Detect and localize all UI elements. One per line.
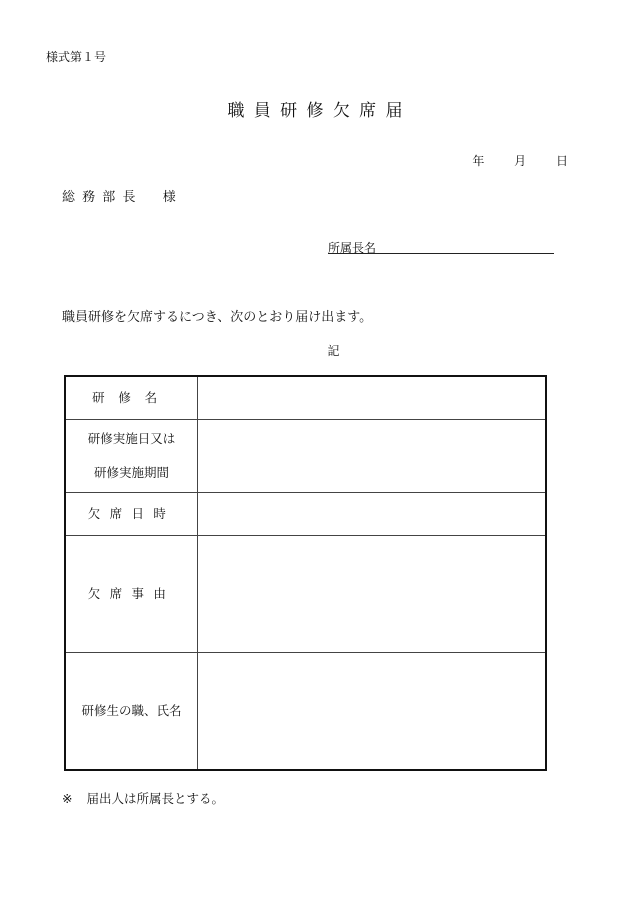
form-number: 様式第１号 bbox=[46, 50, 107, 64]
table-row bbox=[65, 376, 546, 420]
training-name-label: 研修名 bbox=[65, 376, 198, 420]
training-date-field[interactable] bbox=[198, 420, 547, 493]
date-line: 年 月 日 bbox=[472, 154, 568, 168]
trainee-name-label: 研修生の職、氏名 bbox=[65, 653, 198, 771]
absence-reason-label: 欠席事由 bbox=[65, 536, 198, 653]
statement: 職員研修を欠席するにつき、次のとおり届け出ます。 bbox=[62, 310, 373, 325]
table-row bbox=[65, 493, 546, 536]
affiliation-head-signature-line[interactable] bbox=[328, 253, 554, 254]
training-date-label bbox=[65, 420, 198, 493]
table-row bbox=[65, 420, 546, 493]
training-date-label-line1: 研修実施日又は bbox=[87, 431, 176, 446]
absence-reason-field[interactable] bbox=[198, 536, 547, 653]
ki-heading: 記 bbox=[327, 344, 340, 358]
document-title: 職員研修欠席届 bbox=[227, 101, 412, 121]
note-mark: ※ bbox=[62, 791, 73, 806]
footer-note bbox=[62, 789, 224, 807]
trainee-name-field[interactable] bbox=[198, 653, 547, 771]
affiliation-head-label: 所属長名 bbox=[328, 241, 377, 255]
table-row bbox=[65, 653, 546, 771]
table-row bbox=[65, 536, 546, 653]
note-text: 届出人は所属長とする。 bbox=[86, 791, 224, 806]
absence-form-table bbox=[64, 375, 547, 771]
absence-datetime-label: 欠席日時 bbox=[65, 493, 198, 536]
addressee: 総務部長 様 bbox=[62, 190, 183, 205]
training-name-field[interactable] bbox=[198, 376, 547, 420]
training-date-label-line2: 研修実施期間 bbox=[93, 465, 169, 480]
absence-datetime-field[interactable] bbox=[198, 493, 547, 536]
